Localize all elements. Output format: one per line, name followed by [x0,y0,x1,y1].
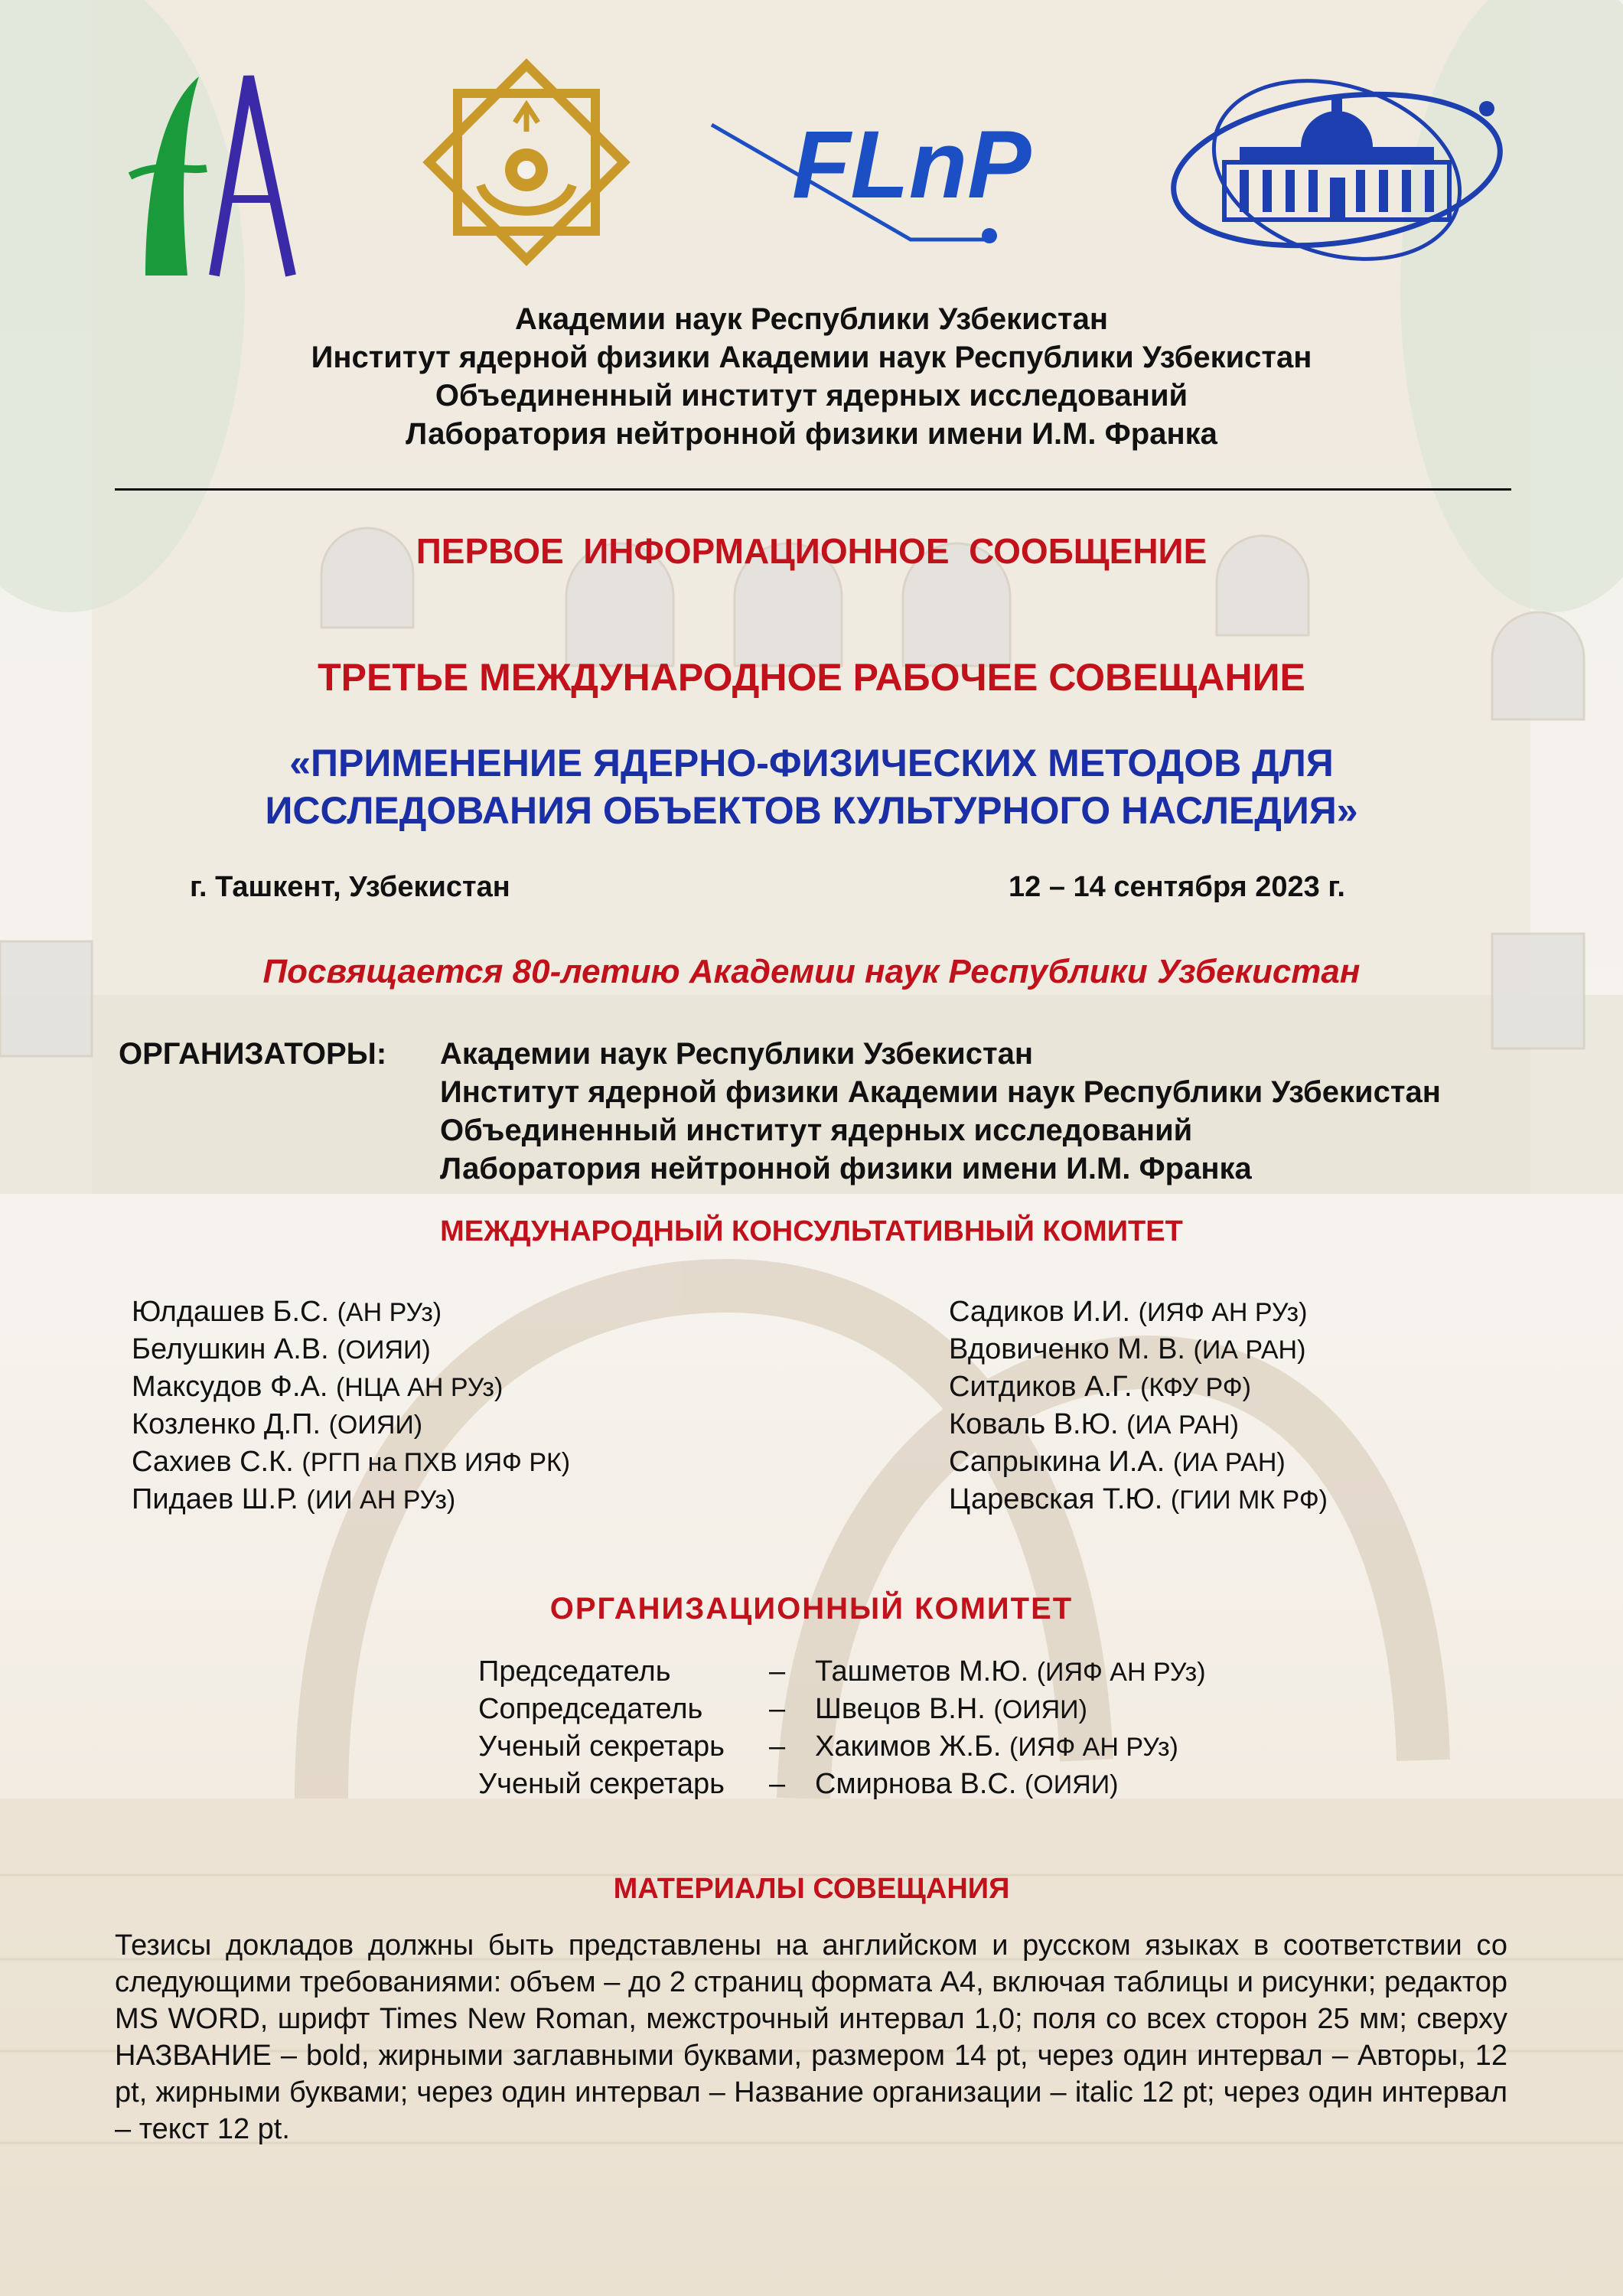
location: г. Ташкент, Узбекистан [190,871,510,903]
member-name [815,1653,1206,1691]
member-affiliation: (КФУ РФ) [1140,1373,1251,1402]
dedication: Посвящается 80-летию Академии наук Республики Узбекистан [262,953,1361,990]
member-affiliation: (АН РУз) [337,1298,442,1327]
materials-text: Тезисы докладов должны быть представлены на английском и русском языках в соответствии со следующими требованиями: объем – до 2 страниц формата А4, включая таблицы и рисунки; редактор MS WORD, шрифт Times New Roman, межстрочный интервал 1,0; поля со всех сторон 25 мм; сверху НАЗВАНИЕ – bold, жирными заглавными буквами, размером 14 pt, через один интервал – Авторы, 12 pt, жирными буквами; через один интервал – Название организации – italic 12 pt; через один интервал – текст 12 pt. [115,1929,1507,2145]
member-affiliation: (ИА РАН) [1172,1448,1286,1477]
member-name: Ситдиков А.Г. [949,1371,1133,1403]
event-title: ТРЕТЬЕ МЕЖДУНАРОДНОЕ РАБОЧЕЕ СОВЕЩАНИЕ [318,656,1305,699]
organizing-committee-list [478,1653,1206,1803]
flnp-logo [708,90,1133,251]
header-institution: Объединенный институт ядерных исследований [435,379,1188,413]
committee-member [949,1406,1328,1443]
committee-role: Сопредседатель [478,1693,703,1725]
jinr-logo [1167,55,1507,262]
header-institution: Институт ядерной физики Академии наук Республики Узбекистан [311,341,1312,374]
member-affiliation: (ИЯФ АН РУз) [1009,1733,1178,1762]
member-name [815,1766,1119,1803]
member-name: Максудов Ф.А. [132,1371,328,1403]
member-affiliation: (РГП на ПХВ ИЯФ РК) [301,1448,571,1477]
committee-role: Ученый секретарь [478,1768,725,1800]
committee-dash: – [769,1768,786,1800]
member-name-text: Хакимов Ж.Б. [815,1730,1002,1763]
announcement-title: ПЕРВОЕ ИНФОРМАЦИОННОЕ СООБЩЕНИЕ [416,531,1207,571]
member-name: Садиков И.И. [949,1296,1131,1328]
member-affiliation: (ИЯФ АН РУз) [1036,1658,1206,1687]
header-divider [115,488,1511,491]
member-affiliation: (ОИЯИ) [328,1411,423,1440]
committee-member [132,1293,570,1331]
committee-member [949,1443,1328,1481]
header-institution: Академии наук Республики Узбекистан [515,302,1108,336]
workshop-theme-line: ИССЛЕДОВАНИЯ ОБЪЕКТОВ КУЛЬТУРНОГО НАСЛЕДИЯ» [265,789,1358,832]
member-affiliation: (НЦА АН РУз) [335,1373,504,1402]
member-affiliation: (ИЯФ АН РУз) [1138,1298,1308,1327]
member-name-text: Смирнова В.С. [815,1768,1017,1800]
member-name: Козленко Д.П. [132,1408,321,1440]
member-affiliation: (ИА РАН) [1193,1336,1306,1365]
member-name: Вдовиченко М. В. [949,1333,1185,1365]
committee-member [132,1368,570,1406]
member-name: Царевская Т.Ю. [949,1483,1163,1515]
member-name: Юлдашев Б.С. [132,1296,330,1328]
committee-dash: – [769,1730,786,1763]
member-name [815,1691,1087,1728]
organizer-item: Объединенный институт ядерных исследований [440,1114,1193,1147]
institute-emblem-logo [419,55,634,277]
committee-role: Председатель [478,1655,671,1688]
workshop-theme-line: «ПРИМЕНЕНИЕ ЯДЕРНО-ФИЗИЧЕСКИХ МЕТОДОВ ДЛЯ [289,742,1334,784]
member-name: Белушкин А.В. [132,1333,329,1365]
member-name-text: Ташметов М.Ю. [815,1655,1029,1688]
member-affiliation: (ОИЯИ) [1024,1770,1119,1799]
committee-row [478,1653,1206,1691]
member-name: Сахиев С.К. [132,1446,294,1478]
committee-member [949,1293,1328,1331]
committee-member [949,1331,1328,1368]
workshop-theme [0,739,1623,834]
committee-role: Ученый секретарь [478,1730,725,1763]
header-institutions [0,300,1623,453]
committee-member [132,1406,570,1443]
organizer-item: Институт ядерной физики Академии наук Республики Узбекистан [440,1075,1441,1109]
committee-member [132,1443,570,1481]
organizing-committee-title: ОРГАНИЗАЦИОННЫЙ КОМИТЕТ [549,1592,1074,1626]
member-name: Пидаев Ш.Р. [132,1483,298,1515]
advisory-committee-right [949,1293,1328,1518]
committee-member [949,1368,1328,1406]
organizers-list [440,1035,1441,1188]
committee-row [478,1691,1206,1728]
committee-member [132,1481,570,1518]
advisory-committee-left [132,1293,570,1518]
dates: 12 – 14 сентября 2023 г. [1009,871,1345,903]
committee-member [132,1331,570,1368]
member-name: Коваль В.Ю. [949,1408,1119,1440]
member-name: Сапрыкина И.А. [949,1446,1165,1478]
flnp-logo-text: FLnP [792,112,1031,218]
academy-logo [115,61,306,283]
committee-member [949,1481,1328,1518]
member-name [815,1728,1178,1766]
member-affiliation: (ОИЯИ) [993,1695,1087,1724]
organizer-item: Академии наук Республики Узбекистан [440,1037,1033,1071]
organizers-label: ОРГАНИЗАТОРЫ: [119,1037,387,1071]
member-affiliation: (ГИИ МК РФ) [1170,1486,1328,1515]
committee-dash: – [769,1655,786,1688]
organizer-item: Лаборатория нейтронной физики имени И.М. Франка [440,1152,1252,1186]
committee-row [478,1766,1206,1803]
materials-title: МАТЕРИАЛЫ СОВЕЩАНИЯ [613,1873,1010,1905]
advisory-committee-title: МЕЖДУНАРОДНЫЙ КОНСУЛЬТАТИВНЫЙ КОМИТЕТ [440,1215,1183,1247]
member-name-text: Швецов В.Н. [815,1693,986,1725]
committee-dash: – [769,1693,786,1725]
header-institution: Лаборатория нейтронной физики имени И.М. Франка [406,417,1217,451]
committee-row [478,1728,1206,1766]
member-affiliation: (ОИЯИ) [337,1336,431,1365]
member-affiliation: (ИА РАН) [1126,1411,1239,1440]
member-affiliation: (ИИ АН РУз) [306,1486,456,1515]
